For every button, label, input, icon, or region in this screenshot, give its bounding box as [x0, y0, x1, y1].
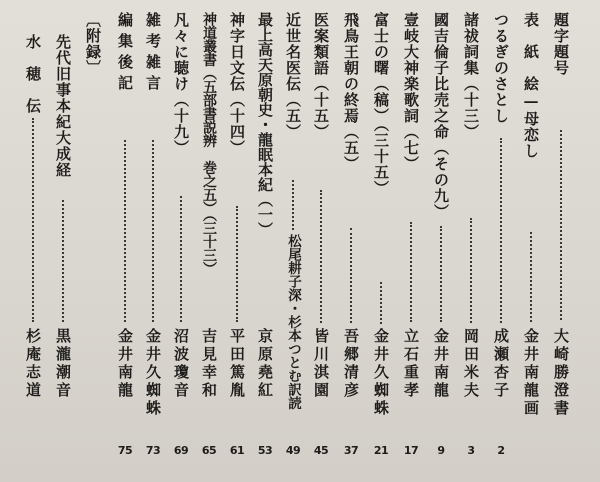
entry-title: 國吉倫子比売之命（その九）: [432, 12, 450, 220]
entry-author: 京原堯紅: [256, 328, 274, 400]
entry-title: 神字日文伝（十四）: [228, 12, 246, 156]
entry-title: 凡々に聴け（十九）: [172, 12, 190, 156]
toc-entry: [224, 0, 250, 482]
entry-title: 先代旧事本紀大成経: [54, 34, 72, 178]
entry-page-number: 61: [229, 444, 245, 457]
leader-dots: [62, 200, 64, 322]
entry-author: 金井久蜘蛛: [372, 328, 390, 418]
entry-author: 平田篤胤: [228, 328, 246, 400]
leader-dots: [292, 180, 294, 230]
leader-dots: [152, 140, 154, 322]
entry-title: 題字題号: [552, 12, 570, 76]
leader-dots: [180, 196, 182, 322]
toc-entry: [280, 0, 306, 482]
entry-author: 立石重孝: [402, 328, 420, 400]
toc-entry: [252, 0, 278, 482]
entry-page-number: 53: [257, 444, 273, 457]
entry-author: 吾郷清彦: [342, 328, 360, 400]
toc-entry: [398, 0, 424, 482]
toc-entry: [168, 0, 194, 482]
entry-author: 金井南龍画: [522, 328, 540, 418]
leader-dots: [350, 228, 352, 323]
toc-entry: [368, 0, 394, 482]
entry-page-number: 75: [117, 444, 133, 457]
entry-page-number: 21: [373, 444, 389, 457]
leader-dots: [32, 118, 34, 322]
entry-title: 壹岐大神楽歌詞（七）: [402, 12, 420, 172]
toc-entry: [20, 0, 46, 482]
entry-author: 大崎勝澄書: [552, 328, 570, 418]
entry-title: 諸祓詞集（十三）: [462, 12, 480, 140]
leader-dots: [236, 206, 238, 322]
toc-entry: [112, 0, 138, 482]
toc-entry: [308, 0, 334, 482]
entry-title: 飛鳥王朝の終焉（五）: [342, 12, 360, 172]
toc-entry: [488, 0, 514, 482]
entry-title: 近世名医伝（五）: [284, 12, 302, 140]
leader-dots: [530, 232, 532, 322]
entry-page-number: 9: [437, 444, 445, 457]
entry-title: 富士の曙（稿）（三十五）: [372, 12, 390, 197]
entry-page-number: 69: [173, 444, 189, 457]
entry-title: 雑考雑言: [144, 12, 162, 96]
entry-author: 黒瀧潮音: [54, 328, 72, 400]
entry-title: 最上高天原朝史・龍眠本紀（一）: [256, 12, 274, 237]
leader-dots: [500, 138, 502, 323]
entry-author: 成瀬杏子: [492, 328, 510, 400]
entry-author: 松尾耕子深・杉本つとむ訳読: [285, 234, 301, 410]
toc-entry: [140, 0, 166, 482]
leader-dots: [470, 218, 472, 323]
entry-title: 医案類語（十五）: [312, 12, 330, 140]
entry-author: 吉見幸和: [200, 328, 218, 400]
appendix-label: 〔附録〕: [84, 12, 102, 76]
entry-title: 水 穂 伝: [24, 34, 42, 114]
entry-title: 表 紙 絵—母恋し: [522, 12, 540, 159]
leader-dots: [440, 226, 442, 322]
leader-dots: [410, 222, 412, 322]
leader-dots: [320, 190, 322, 323]
entry-page-number: 2: [497, 444, 505, 457]
toc-entry: [458, 0, 484, 482]
leader-dots: [124, 140, 126, 322]
entry-author: 金井南龍: [432, 328, 450, 400]
entry-page-number: 3: [467, 444, 475, 457]
entry-author: 岡田米夫: [462, 328, 480, 400]
entry-page-number: 45: [313, 444, 329, 457]
toc-entry: [196, 0, 222, 482]
entry-author: 沼波瓊音: [172, 328, 190, 400]
toc-entry: [548, 0, 574, 482]
appendix-heading: [80, 0, 106, 482]
entry-title: つるぎのさとし: [492, 12, 510, 124]
toc-entry: [518, 0, 544, 482]
entry-page-number: 49: [285, 444, 301, 457]
entry-page-number: 37: [343, 444, 359, 457]
leader-dots: [380, 282, 382, 324]
entry-author: 金井南龍: [116, 328, 134, 400]
entry-title: 神道叢書（五部書説辨 巻之五）（三十三）: [201, 12, 217, 275]
leader-dots: [560, 130, 562, 320]
entry-author: 皆川淇園: [312, 328, 330, 400]
entry-title: 編集後記: [116, 12, 134, 96]
entry-author: 杉庵志道: [24, 328, 42, 400]
entry-page-number: 73: [145, 444, 161, 457]
entry-page-number: 65: [201, 444, 217, 457]
toc-entry: [428, 0, 454, 482]
entry-author: 金井久蜘蛛: [144, 328, 162, 418]
toc-entry: [50, 0, 76, 482]
entry-page-number: 17: [403, 444, 419, 457]
toc-entry: [338, 0, 364, 482]
